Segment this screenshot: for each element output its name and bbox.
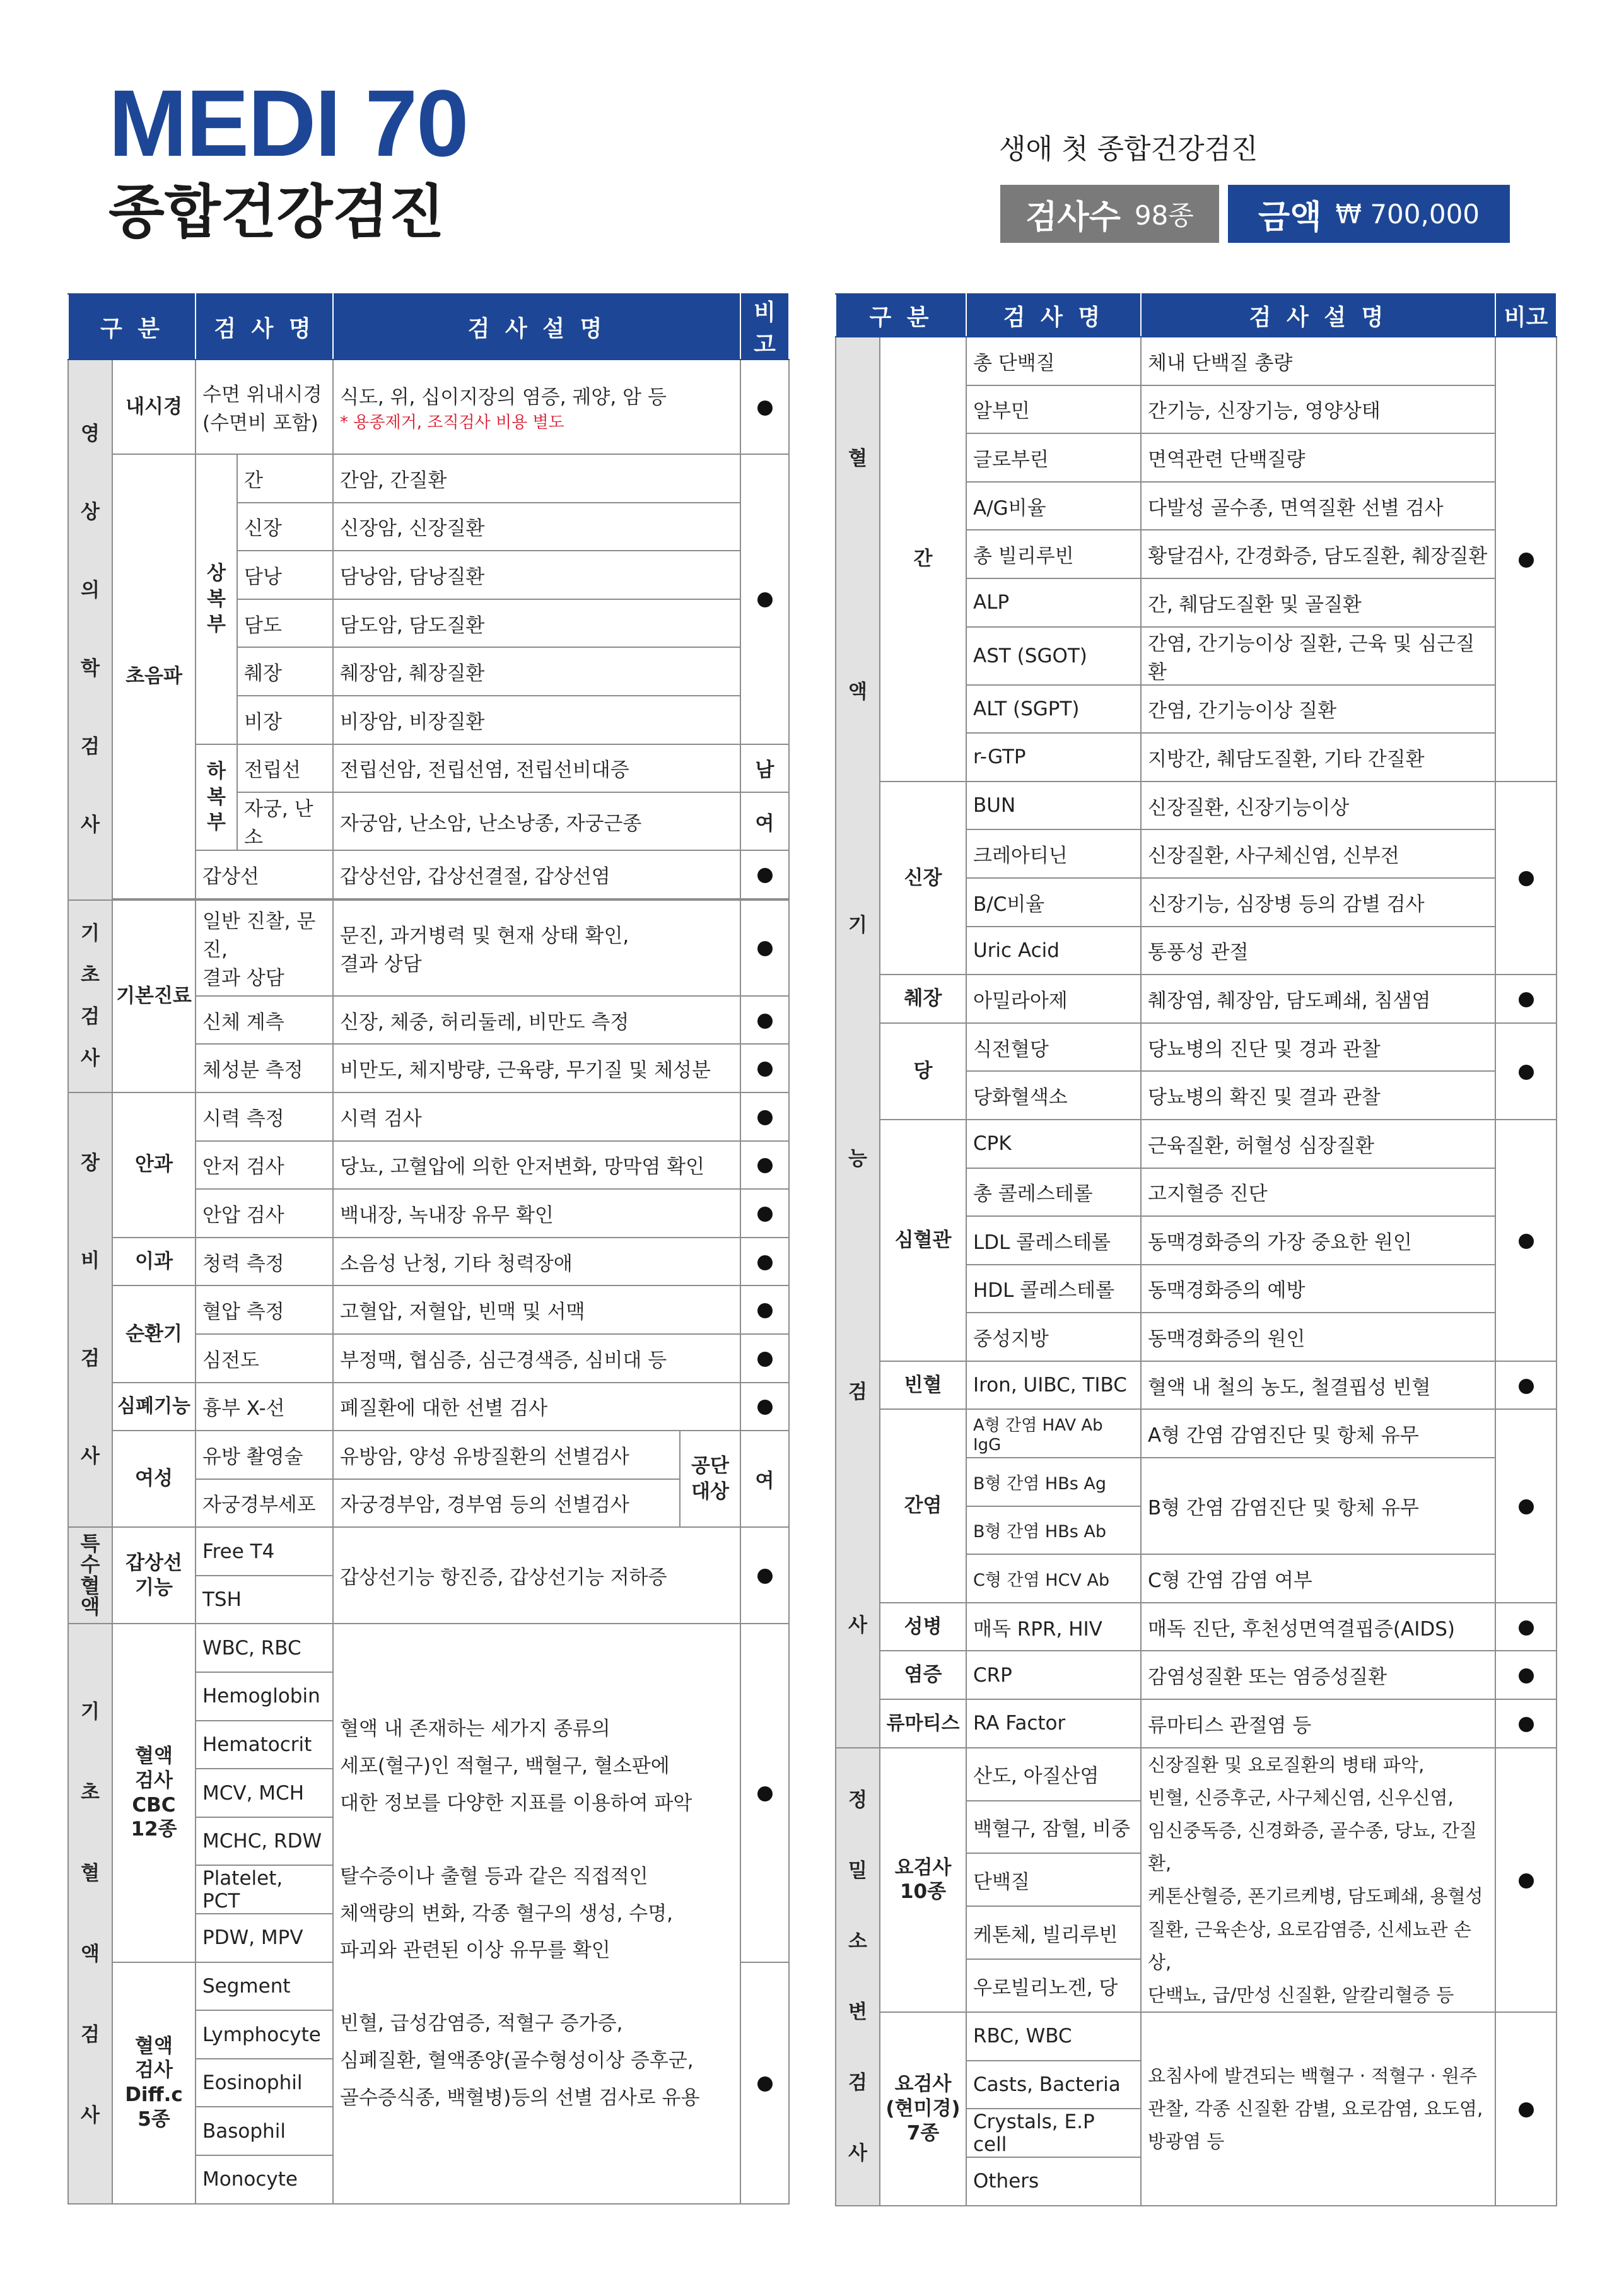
exam-name: 신체 계측 [196, 996, 333, 1045]
table-row [836, 1603, 1557, 1651]
table-row [68, 454, 789, 503]
exam-name: Hematocrit [196, 1721, 333, 1769]
exam-desc: 지방간, 췌담도질환, 기타 간질환 [1141, 733, 1495, 782]
exam-name: B형 간염 HBs Ab [966, 1506, 1141, 1555]
sub-endoscopy: 내시경 [112, 360, 196, 454]
exam-name: Crystals, E.P cell [966, 2109, 1141, 2157]
sub-ultrasound: 초음파 [112, 454, 196, 899]
table-row [68, 1383, 789, 1431]
table-header [68, 294, 789, 360]
exam-name: BUN [966, 782, 1141, 830]
exam-name: 식전혈당 [966, 1023, 1141, 1072]
included-dot [1495, 1361, 1557, 1410]
exam-name: B/C비율 [966, 878, 1141, 927]
exam-name: HDL 콜레스테롤 [966, 1265, 1141, 1313]
sub-anemia: 빈혈 [880, 1361, 966, 1410]
exam-desc: 간암, 간질환 [333, 454, 740, 503]
tagline: 생애 첫 종합건강검진 [999, 133, 1258, 165]
exam-name: 갑상선 [196, 850, 333, 899]
urine-10-desc: 신장질환 및 요로질환의 병태 파악, 빈혈, 신증후군, 사구체신염, 신우신염, 임신중독증, 신경화증, 골수종, 당뇨, 간질환, 케톤산혈증, 폰기르케병, 담도폐쇄, 용혈성 질환, 근육손상, 요로감염증, 신세뇨관 손상, 단백뇨, 급/만성 신질환, 알칼리혈증 등 [1141, 1748, 1495, 2013]
exam-desc: 유방암, 양성 유방질환의 선별검사 [333, 1431, 680, 1479]
included-dot [740, 1527, 789, 1624]
exam-name: 알부민 [966, 385, 1141, 434]
exam-desc: 동맥경화증의 예방 [1141, 1265, 1495, 1313]
included-dot [740, 850, 789, 899]
brand-title: MEDI 70 [108, 70, 468, 176]
exam-desc: 문진, 과거병력 및 현재 상태 확인, 결과 상담 [333, 900, 740, 996]
category-basic: 기 초 검 사 [68, 900, 112, 1092]
exam-name: 크레아티닌 [966, 829, 1141, 878]
left-exam-table [67, 293, 790, 2205]
table-row [836, 782, 1557, 830]
included-dot [740, 1334, 789, 1383]
col-exam-name: 검 사 명 [966, 294, 1141, 337]
sub-urine-10: 요검사 10종 [880, 1748, 966, 2013]
exam-name: ALP [966, 578, 1141, 627]
exam-desc: 췌장암, 췌장질환 [333, 647, 740, 696]
included-dot [1495, 337, 1557, 782]
exam-name: 총 단백질 [966, 337, 1141, 385]
exam-name: Basophil [196, 2107, 333, 2155]
exam-desc: 당뇨, 고혈압에 의한 안저변화, 망막염 확인 [333, 1141, 740, 1190]
sub-female: 여성 [112, 1431, 196, 1527]
table-row [836, 1120, 1557, 1168]
col-category: 구 분 [68, 294, 196, 360]
included-dot [1495, 1023, 1557, 1120]
exam-desc: 갑상선암, 갑상선결절, 갑상선염 [333, 850, 740, 899]
table-row [836, 1023, 1557, 1072]
exam-desc: 감염성질환 또는 염증성질환 [1141, 1651, 1495, 1699]
exam-desc: 고혈압, 저혈압, 빈맥 및 서맥 [333, 1285, 740, 1334]
category-equipment: 장 비 검 사 [68, 1092, 112, 1527]
exam-name: 백혈구, 잠혈, 비중 [966, 1801, 1141, 1854]
exam-name: C형 간염 HCV Ab [966, 1554, 1141, 1603]
exam-name: AST (SGOT) [966, 627, 1141, 685]
table-row [836, 2012, 1557, 2061]
exam-desc: 자궁암, 난소암, 난소낭종, 자궁근종 [333, 792, 740, 850]
exam-name: 글로부린 [966, 433, 1141, 482]
right-exam-table [835, 293, 1557, 2206]
exam-desc: 동맥경화증의 가장 중요한 원인 [1141, 1216, 1495, 1265]
exam-desc: 부정맥, 협심증, 심근경색증, 심비대 등 [333, 1334, 740, 1383]
price-value: ₩ 700,000 [1335, 198, 1480, 230]
exam-name: 자궁경부세포 [196, 1479, 333, 1528]
sub-basic-care: 기본진료 [112, 900, 196, 1092]
exam-name: PDW, MPV [196, 1914, 333, 1962]
exam-desc: 체내 단백질 총량 [1141, 337, 1495, 385]
exam-name: 간 [237, 454, 333, 503]
exam-desc: 동맥경화증의 원인 [1141, 1313, 1495, 1361]
sub-rheumatism: 류마티스 [880, 1699, 966, 1748]
exam-desc: 당뇨병의 진단 및 경과 관찰 [1141, 1023, 1495, 1072]
col-exam-desc: 검 사 설 명 [333, 294, 740, 360]
exam-desc: 신장, 체중, 허리둘레, 비만도 측정 [333, 996, 740, 1045]
exam-name: 케톤체, 빌리루빈 [966, 1906, 1141, 1959]
exam-name: 심전도 [196, 1334, 333, 1383]
table-row [68, 1527, 789, 1576]
included-dot [740, 1141, 789, 1190]
exam-name: 총 콜레스테롤 [966, 1168, 1141, 1217]
table-row [68, 1285, 789, 1334]
urine-7-desc: 요침사에 발견되는 백혈구 · 적혈구 · 원주 관찰, 각종 신질환 감별, 요로감염, 요도염, 방광염 등 [1141, 2012, 1495, 2205]
exam-desc: 자궁경부암, 경부염 등의 선별검사 [333, 1479, 680, 1528]
sub-cardiopulmonary: 심폐기능 [112, 1383, 196, 1431]
female-mark: 여 [740, 1431, 789, 1527]
exam-desc: 신장기능, 심장병 등의 감별 검사 [1141, 878, 1495, 927]
exam-name: Others [966, 2157, 1141, 2206]
sub-lower-abdomen: 하 복 부 [196, 744, 237, 851]
exam-name: Monocyte [196, 2155, 333, 2204]
exam-desc: 근육질환, 허혈성 심장질환 [1141, 1120, 1495, 1168]
exam-desc: 류마티스 관절염 등 [1141, 1699, 1495, 1748]
included-dot [1495, 1651, 1557, 1699]
exam-name: 비장 [237, 696, 333, 744]
blood-exam-desc: 혈액 내 존재하는 세가지 종류의 세포(혈구)인 적혈구, 백혈구, 혈소판에 대한 정보를 다양한 지표를 이용하여 파악 탈수증이나 출혈 등과 같은 직접적인 체액량의 변화, 각종 혈구의 생성, 수명, 파괴와 관련된 이상 유무를 확인 빈혈, 급성감염증, 적혈구 증가증, 심폐질환, 혈액종양(골수형성이상 증후군, 골수증식종, 백혈병)등의 선별 검사로 유용 [333, 1624, 740, 2203]
exam-name: LDL 콜레스테롤 [966, 1216, 1141, 1265]
sub-upper-abdomen: 상 복 부 [196, 454, 237, 744]
table-row [836, 337, 1557, 385]
sub-cardiovascular: 심혈관 [880, 1120, 966, 1361]
exam-desc: 통풍성 관절 [1141, 927, 1495, 975]
exam-desc: 간기능, 신장기능, 영양상태 [1141, 385, 1495, 434]
exam-name: 일반 진찰, 문진, 결과 상담 [196, 900, 333, 996]
price-label: 금액 [1258, 198, 1322, 237]
exam-name: 시력 측정 [196, 1092, 333, 1141]
exam-name: CRP [966, 1651, 1141, 1699]
exam-name: RA Factor [966, 1699, 1141, 1748]
exam-desc: 담도암, 담도질환 [333, 599, 740, 648]
exam-name: B형 간염 HBs Ag [966, 1458, 1141, 1506]
exam-name: RBC, WBC [966, 2012, 1141, 2061]
exam-name: CPK [966, 1120, 1141, 1168]
included-dot [740, 360, 789, 454]
sub-thyroid: 갑상선 기능 [112, 1527, 196, 1624]
exam-desc: 간염, 간기능이상 질환, 근육 및 심근질환 [1141, 627, 1495, 685]
included-dot [740, 1189, 789, 1238]
table-row [68, 900, 789, 996]
exam-name: 안압 검사 [196, 1189, 333, 1238]
exam-name: TSH [196, 1576, 333, 1624]
category-basic-blood: 기 초 혈 액 검 사 [68, 1624, 112, 2203]
table-row [68, 1624, 789, 1672]
exam-name: 수면 위내시경 (수면비 포함) [196, 360, 333, 454]
exam-count-badge [1000, 185, 1219, 243]
sub-urine-7: 요검사 (현미경) 7종 [880, 2012, 966, 2205]
sub-liver: 간 [880, 337, 966, 782]
included-dot [1495, 1120, 1557, 1361]
exam-desc: 신장질환, 신장기능이상 [1141, 782, 1495, 830]
exam-desc: 신장암, 신장질환 [333, 503, 740, 551]
exam-name: 산도, 아질산염 [966, 1748, 1141, 1801]
exam-desc: 황달검사, 간경화증, 담도질환, 췌장질환 [1141, 530, 1495, 578]
exam-desc: 매독 진단, 후천성면역결핍증(AIDS) [1141, 1603, 1495, 1651]
exam-desc: 고지혈증 진단 [1141, 1168, 1495, 1217]
exam-count-value: 98종 [1134, 200, 1194, 231]
exam-name: 우로빌리노겐, 당 [966, 1959, 1141, 2012]
included-dot [740, 1044, 789, 1092]
exam-name: 혈압 측정 [196, 1285, 333, 1334]
sub-pancreas: 췌장 [880, 975, 966, 1023]
exam-desc: B형 간염 감염진단 및 항체 유무 [1141, 1458, 1495, 1554]
exam-name: Free T4 [196, 1527, 333, 1576]
exam-name: 안저 검사 [196, 1141, 333, 1190]
cost-note: * 용종제거, 조직검사 비용 별도 [340, 413, 564, 432]
exam-desc: 폐질환에 대한 선별 검사 [333, 1383, 740, 1431]
exam-name: 당화혈색소 [966, 1071, 1141, 1120]
col-category: 구 분 [836, 294, 966, 337]
included-dot [740, 900, 789, 996]
exam-desc: 시력 검사 [333, 1092, 740, 1141]
exam-desc: 신장질환, 사구체신염, 신부전 [1141, 829, 1495, 878]
sub-std: 성병 [880, 1603, 966, 1651]
exam-desc: 췌장염, 췌장암, 담도폐쇄, 침샘염 [1141, 975, 1495, 1023]
table-row [836, 1748, 1557, 1801]
exam-desc: 소음성 난청, 기타 청력장애 [333, 1238, 740, 1286]
exam-name: 총 빌리루빈 [966, 530, 1141, 578]
sub-inflammation: 염증 [880, 1651, 966, 1699]
table-row [836, 1409, 1557, 1458]
exam-desc: 간염, 간기능이상 질환 [1141, 685, 1495, 734]
exam-name: Lymphocyte [196, 2010, 333, 2059]
included-dot [740, 1962, 789, 2204]
exam-desc: 비장암, 비장질환 [333, 696, 740, 744]
table-row [68, 360, 789, 454]
exam-name: 전립선 [237, 744, 333, 793]
sub-hepatitis: 간염 [880, 1409, 966, 1602]
exam-name: A형 간염 HAV Ab IgG [966, 1409, 1141, 1458]
exam-name: 유방 촬영술 [196, 1431, 333, 1479]
exam-name: r-GTP [966, 733, 1141, 782]
exam-desc: 전립선암, 전립선염, 전립선비대증 [333, 744, 740, 793]
exam-name: 아밀라아제 [966, 975, 1141, 1023]
included-dot [740, 1238, 789, 1286]
exam-desc: 면역관련 단백질량 [1141, 433, 1495, 482]
exam-name: 자궁, 난소 [237, 792, 333, 850]
exam-desc: 백내장, 녹내장 유무 확인 [333, 1189, 740, 1238]
col-exam-desc: 검 사 설 명 [1141, 294, 1495, 337]
exam-name: 청력 측정 [196, 1238, 333, 1286]
exam-desc: C형 간염 감염 여부 [1141, 1554, 1495, 1603]
female-mark: 여 [740, 792, 789, 850]
table-header [836, 294, 1557, 337]
nhis-eligible-badge: 공단 대상 [680, 1431, 740, 1527]
exam-name: Uric Acid [966, 927, 1141, 975]
exam-name: 매독 RPR, HIV [966, 1603, 1141, 1651]
included-dot [740, 1285, 789, 1334]
sub-ophthalmology: 안과 [112, 1092, 196, 1238]
included-dot [1495, 1603, 1557, 1651]
male-mark: 남 [740, 744, 789, 793]
col-note: 비고 [1495, 294, 1557, 337]
included-dot [1495, 975, 1557, 1023]
table-row [836, 1361, 1557, 1410]
exam-name: 중성지방 [966, 1313, 1141, 1361]
exam-name: Eosinophil [196, 2059, 333, 2107]
exam-desc: A형 간염 감염진단 및 항체 유무 [1141, 1409, 1495, 1458]
category-imaging: 영 상 의 학 검 사 [68, 360, 112, 900]
included-dot [1495, 1699, 1557, 1748]
sub-ent: 이과 [112, 1238, 196, 1286]
category-urine-stool: 정 밀 소 변 검 사 [836, 1748, 880, 2206]
included-dot [1495, 782, 1557, 975]
included-dot [740, 1092, 789, 1141]
included-dot [740, 1624, 789, 1962]
exam-name: 단백질 [966, 1853, 1141, 1906]
exam-desc: 다발성 골수종, 면역질환 선별 검사 [1141, 482, 1495, 530]
exam-name: 흉부 X-선 [196, 1383, 333, 1431]
exam-name: ALT (SGPT) [966, 685, 1141, 734]
page-title: 종합건강검진 [108, 179, 445, 246]
sub-circulatory: 순환기 [112, 1285, 196, 1382]
category-special-blood: 특 수 혈 액 [68, 1527, 112, 1624]
exam-name: 담도 [237, 599, 333, 648]
sub-glucose: 당 [880, 1023, 966, 1120]
exam-name: Iron, UIBC, TIBC [966, 1361, 1141, 1410]
col-exam-name: 검 사 명 [196, 294, 333, 360]
exam-name: 체성분 측정 [196, 1044, 333, 1092]
exam-name: WBC, RBC [196, 1624, 333, 1672]
price-badge [1228, 185, 1510, 243]
table-row [836, 1651, 1557, 1699]
table-row [836, 1699, 1557, 1748]
sub-cbc: 혈액 검사 CBC 12종 [112, 1624, 196, 1962]
exam-name: A/G비율 [966, 482, 1141, 530]
included-dot [1495, 2012, 1557, 2205]
table-row [836, 975, 1557, 1023]
table-row [68, 1238, 789, 1286]
included-dot [1495, 1409, 1557, 1602]
included-dot [740, 454, 789, 744]
exam-name: 신장 [237, 503, 333, 551]
exam-desc: 갑상선기능 항진증, 갑상선기능 저하증 [333, 1527, 740, 1624]
exam-count-label: 검사수 [1025, 198, 1121, 237]
included-dot [740, 996, 789, 1045]
included-dot [740, 1383, 789, 1431]
included-dot [1495, 1748, 1557, 2013]
exam-name: Hemoglobin [196, 1672, 333, 1721]
exam-desc: 당뇨병의 확진 및 결과 관찰 [1141, 1071, 1495, 1120]
exam-name: 췌장 [237, 647, 333, 696]
table-row [68, 1431, 789, 1479]
exam-desc: 담낭암, 담낭질환 [333, 551, 740, 599]
exam-name: MCV, MCH [196, 1769, 333, 1817]
table-row [68, 1092, 789, 1141]
exam-desc: 간, 췌담도질환 및 골질환 [1141, 578, 1495, 627]
category-blood-function: 혈 액 기 능 검 사 [836, 337, 880, 1748]
exam-name: Segment [196, 1962, 333, 2011]
exam-name: 담낭 [237, 551, 333, 599]
col-note: 비고 [740, 294, 789, 360]
exam-name: Platelet, PCT [196, 1865, 333, 1914]
sub-diff: 혈액 검사 Diff.c 5종 [112, 1962, 196, 2204]
exam-desc: 식도, 위, 십이지장의 염증, 궤양, 암 등 * 용종제거, 조직검사 비용 별도 [333, 360, 740, 454]
sub-kidney: 신장 [880, 782, 966, 975]
exam-desc: 혈액 내 철의 농도, 철결핍성 빈혈 [1141, 1361, 1495, 1410]
exam-name: Casts, Bacteria [966, 2061, 1141, 2109]
exam-name: MCHC, RDW [196, 1817, 333, 1866]
exam-desc: 비만도, 체지방량, 근육량, 무기질 및 체성분 [333, 1044, 740, 1092]
